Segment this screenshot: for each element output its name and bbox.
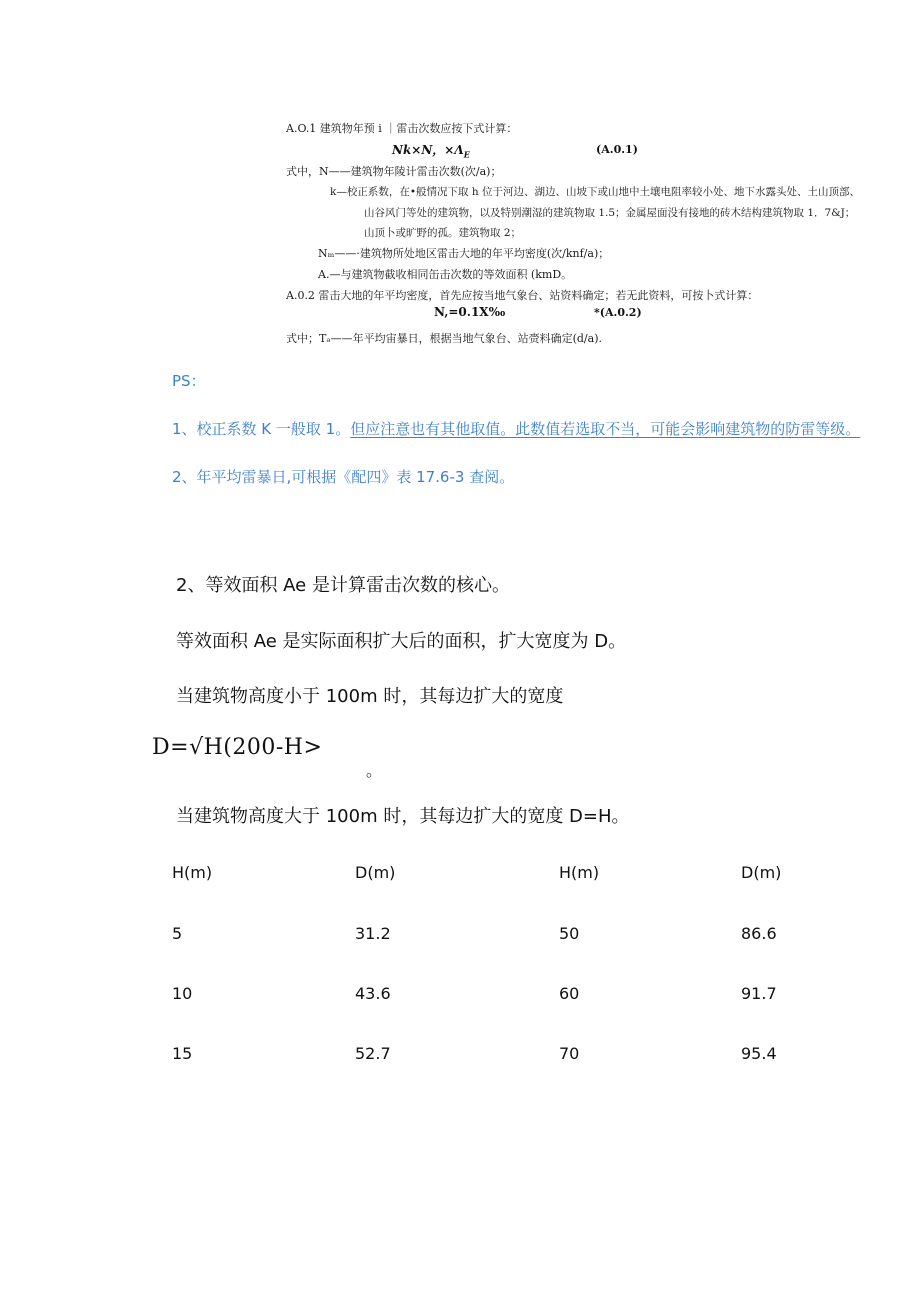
ps-note-1-prefix: 1、校正系数 K 一般取 1。 [172,420,351,438]
a02-equation-number: *(A.0.2) [594,306,642,319]
cell-h: 10 [172,984,193,1003]
cell-d: 86.6 [741,924,777,943]
width-formula-period: 。 [366,761,383,780]
paragraph-equivalent-area-definition: 等效面积 Ae 是实际面积扩大后的面积，扩大宽度为 D。 [176,631,627,652]
cell-d: 43.6 [355,984,391,1003]
cell-h: 5 [172,924,183,943]
width-formula: D=√H(200-H> [152,735,323,760]
td-definition: 式中；Tₔ——年平均宙暴日，根据当地气象台、站赍料确定(d/a). [286,332,602,345]
a01-intro: A.O.1 建筑物年预 i ｜雷击次数应按下式计算： [286,122,518,135]
header-d-2: D(m) [741,863,782,882]
ps-title: PS： [172,372,206,390]
ae-definition: A.—与建筑物截收相同缶击次数的等效面积 (kmD。 [318,268,573,281]
cell-h: 70 [559,1044,580,1063]
k-definition-line-2: 山谷风门等处的建筑物，以及特别潮湿的建筑物取 1.5；金属屋面没有接地的砖木结构建筑物取 1．7&J； [364,207,856,219]
ps-note-1-link[interactable]: 但应注意也有其他取值。此数值若选取不当，可能会影响建筑物的防雷等级。 [350,420,861,438]
cell-h: 15 [172,1044,193,1063]
paragraph-equivalent-area-core: 2、等效面积 Ae 是计算雷击次数的核心。 [176,575,510,596]
k-definition-line-3: 山顶卜或旷野的孤。建筑物取 2； [364,227,522,239]
ng-definition: Nₘ——·建筑物所处地区雷击大地的年平均密度(次/knf/a)； [318,247,610,260]
header-h-2: H(m) [559,863,600,882]
cell-h: 60 [559,984,580,1003]
a01-formula [392,141,470,159]
cell-d: 91.7 [741,984,777,1003]
header-h-1: H(m) [172,863,213,882]
k-definition-line-1: k—校正系数，在•般情况下取 h 位于河边、湖边、山坡下或山地中土壤电阻率较小处、地下水露头处、土山顶部、 [330,186,860,198]
cell-h: 50 [559,924,580,943]
ps-note-1 [172,418,860,439]
cell-d: 52.7 [355,1044,391,1063]
a02-intro: A.0.2 雷击大地的年平均密度，首先应按当地气象台、站资料确定；若无此资料，可按卜式计算： [286,289,759,302]
paragraph-height-above-100m: 当建筑物高度大于 100m 时，其每边扩大的宽度 D=H。 [176,806,630,827]
a01-formula-sub: E [463,149,470,160]
cell-d: 31.2 [355,924,391,943]
a01-equation-number: (A.0.1) [596,143,638,156]
n-definition: 式中，N——建筑物年陵计雷击次数(次/a)； [286,165,502,178]
cell-d: 95.4 [741,1044,777,1063]
header-d-1: D(m) [355,863,396,882]
a02-formula: N,=0.1X‰ [434,305,506,319]
ps-note-2: 2、年平均雷暴日,可根据《配四》表 17.6-3 查阅。 [172,468,515,486]
paragraph-height-below-100m: 当建筑物高度小于 100m 时，其每边扩大的宽度 [176,686,564,707]
a01-formula-main: Nk×N，×Λ [392,143,464,157]
